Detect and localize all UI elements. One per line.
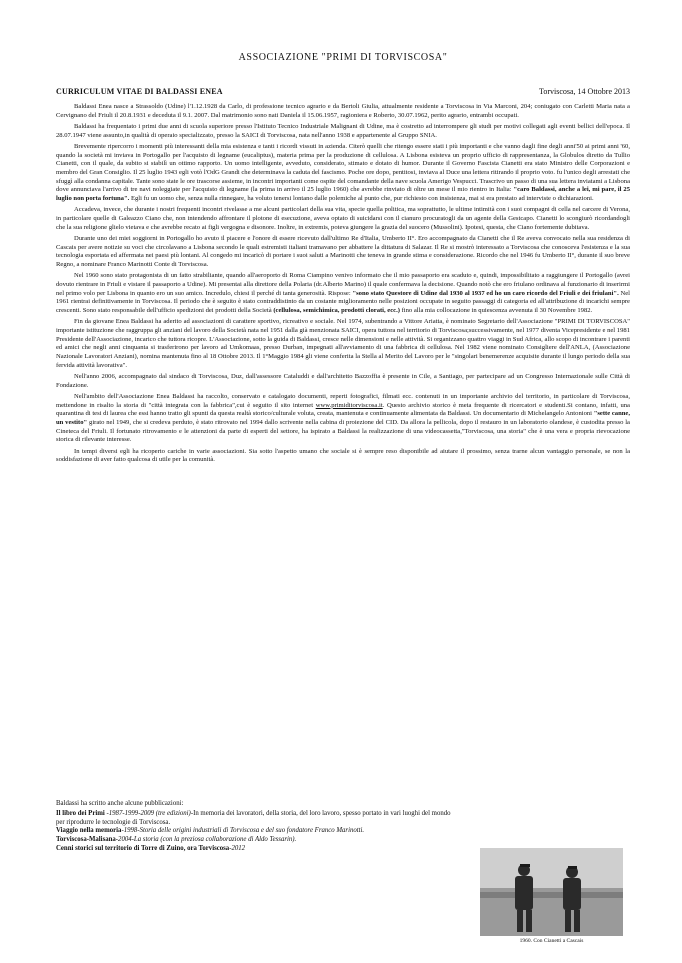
paragraph-closing: In tempi diversi egli ha ricoperto cariche in varie associazioni. Sia sotto l'aspetto umano che sociale si è sempre reso disponibile ad aiutare il prossimo, senza trarne alcun vantaggio personale, se non la soddisfazione di aver fatto qualcosa di utile per la comunità.	[56, 447, 630, 464]
place-date: Torviscosa, 14 Ottobre 2013	[539, 87, 630, 96]
publication-item	[56, 836, 456, 845]
association-title: ASSOCIAZIONE "PRIMI DI TORVISCOSA"	[238, 52, 448, 63]
publications-intro: Baldassi ha scritto anche alcune pubblicazioni:	[56, 800, 184, 807]
paragraph-retirement: fino alla mia collocazione in quiescenza avvenuta il 30 Novembre 1982.	[401, 306, 593, 314]
publication-title: Viaggio nella memoria	[56, 827, 122, 835]
publication-desc: Storia delle origini industriali di Torviscosa e del suo fondatore Franco Marinotti.	[139, 827, 365, 835]
header-row	[56, 87, 630, 96]
paragraph-portugal-text: Brevemente ripercorro i momenti più interessanti della mia esistenza e tanti i ricordi vissuti in azienda. Citerò quelli che ritengo essere stati i più importanti e che vanno dagli fine degli anni'50 ai primi anni '60, quando la società mi inviava in Portogallo per l'acquisto di legname (eucaliptus), materia prima per la produzione di cellulosa. A Lisbona esisteva un proprio ufficio di rappresentanza, la Globulos diretto da Tullio Cianetti, con il quale, da subito si stabilì un ottimo rapporto. Un uomo intelligente, avveduto, considerato, stimato e dotato di humor. Durante il Governo Fascista Cianetti era stato Ministro delle Corporazioni e membro del Gran Consiglio. Il 25 luglio 1943 egli votò l'OdG Grandi che determinava la caduta del fascismo. Poche ore dopo, pentitosi, inviava al Duce una lettera ritirando il proprio voto. fu l'unico degli arrestati che sfuggì alla condanna capitale. Tante sono state le ore trascorse assieme, in incontri importanti come ospite del comandante della nave scuola Amerigo Vespucci. Trascrivo un passo di una sua lettera inviatami a Lisbona dove annunciava l'arrivo di tre navi noleggiate per l'acquisto di legname (la prima in arrivo il 25 luglio 1960) che avrebbe rinviato di oltre un mese il mio rientro in Italia:	[56, 142, 630, 194]
paragraph-career: Nel 1961 rientrai definitivamente in Torviscosa. Il periodo che è seguito è stato contraddistinto da un costante miglioramento nelle posizioni occupate in seguito passaggi di categoria ed all'attribuzione di incarichi sempre crescenti. Sono stato responsabile dell'ufficio spedizioni dei prodotti della Società	[56, 289, 631, 314]
publication-years: -2012	[229, 844, 246, 852]
publication-title: Il libro dei Primi	[56, 809, 105, 817]
cianetti-quote: "caro Baldassi, anche a lei, mi pare, il 25 luglio non porta fortuna".	[56, 186, 630, 203]
photo-caption: 1960. Con Cianetti a Cascais	[519, 938, 584, 944]
paragraph-archive-text: Nell'ambito dell'Associazione Enea Baldassi ha raccolto, conservato e catalogato documenti, reperti fotografici, filmati ecc. contenuti in un importante archivio del territorio, in particolare di Torviscosa, mettendone in risalto la storia di "città integrata con la fabbrica",cui è seguito il sito internet	[56, 392, 630, 409]
photo-image	[480, 848, 623, 936]
questore-quote: "sono stato Questore di Udine dal 1930 al 1937 ed ho un caro ricordo del Friuli e dei friulani".	[352, 289, 619, 297]
cv-body	[56, 103, 630, 465]
photo-illustration	[480, 848, 623, 936]
film-title: "sette canne, un vestito"	[56, 410, 630, 426]
paragraph-studies: Baldassi ha frequentato i primi due anni di scuola superiore presso l'Istituto Tecnico Industriale Malignani di Udine, ma è costretto ad interrompere gli studi per motivi collegati agli eventi bellici dell'epoca. Il 28.07.1947 viene assunto,in qualità di operaio specializzato, presso la SAICI di Torviscosa, nata nell'anno 1938 e appartenente al Gruppo SNIA.	[56, 122, 630, 139]
publication-years: -1998-	[121, 827, 140, 835]
cv-title: CURRICULUM VITAE DI BALDASSI ENEA	[56, 87, 223, 96]
publication-item	[56, 827, 456, 836]
paragraph-archive-cont: . Questo archivio storico è meta frequente di ricercatori e studenti.Si contano, infatti, una quarantina di tesi di laurea che essi hanno tratto gli spunti da questa realtà storico/culturale voluta, creata, mantenuta e continuamente alimentata da Baldassi. Un documentario di Michelangelo Antonioni	[56, 401, 630, 418]
paragraph-portugal	[56, 143, 630, 204]
paragraph-passport	[56, 272, 630, 316]
paragraph-ciano: Accadeva, invece, che durante i nostri frequenti incontri rivelasse a me alcuni particolari della sua vita, specie quella politica, ma soprattutto, le ultime intimità con i suoi compagni di cella nel carcere di Verona, in particolare quelle di Galeazzo Ciano che, non intendendo affrontare il plotone di esecuzione, aveva optato di suicidarsi con il cianuro procuratogli da un agente della Gestcapo. Cianetti lo scongiurò ricordandogli che la sua religione glielo vietava e che avrebbe recato ai figli vergogna e disonore. Inoltre, in extremis, poteva giungere la grazia del suocero (Mussolini). Ipotesi, questa, che Ciano fortemente dubitava.	[56, 206, 630, 231]
publication-title: Torviscosa-Malisana	[56, 836, 116, 844]
publication-years: -2004-	[115, 836, 134, 844]
paragraph-archive-end: girato nel 1949, che si credeva perduto, è stato ritrovato nel 1994 dallo scrivente nella cabina di proiezione del CID. Da allora la pellicola, dopo il restauro in un laboratorio olandese, è custodita presso la Cineteca del Friuli. Il fortunato ritrovamento e le attenzioni da parte di esperti del settore, ha ispirato a Baldassi la realizzazione di una videocassetta,"Torviscosa, una storia" che è una vera e propria rievocazione storica di rilevante interesse.	[56, 418, 630, 444]
historical-photo	[480, 848, 623, 946]
paragraph-chile: Nell'anno 2006, accompagnato dal sindaco di Torviscosa, Duz, dall'assessore Cataluddi e dall'architetto Bazzoffia è presente in Cile, a Santiago, per partecipare ad un Congresso Internazionale sulle Città di Fondazione.	[56, 372, 630, 389]
products-list: (cellulosa, semichimica, prodotti clorati, ecc.)	[273, 306, 400, 314]
paragraph-association: Fin da giovane Enea Baldassi ha aderito ad associazioni di carattere sportivo, ricreativo e sociale. Nel 1974, subentrando a Vittore Ariatta, è nominato Segretario dell'Associazione "PRIMI DI TORVISCOSA" importante istituzione che raggruppa gli anziani del lavoro della Società nata nel 1951 dalla già menzionata SAICI, opera tuttora nel territorio di Torviscosa;successivamente, nel 1977 diventa Vicepresidente e nel 1981 Presidente dell'Associazione, incarico che tuttora ricopre. L'Associazione, sotto la guida di Baldassi, cresce nelle dimensioni e nelle attività. Si organizzano quattro viaggi in Sud Africa, allo scopo di incontrare i parenti ed amici che negli anni cinquanta si trasferirono per lavoro ad Umkomaas, presso Durban, impegnati all'avviamento di una fabbrica di cellulosa. Nel 1982 viene nominato Consigliere dell'ANLA, (Associazione Nazionale Lavoratori Anziani), nomina mantenuta fino al 18 Ottobre 2013. Il 1°Maggio 1984 gli viene conferita la Stella al Merito del Lavoro per le "singolari benemerenze acquisite durante il lungo periodo della sua fervida attività lavorativa".	[56, 318, 630, 369]
publication-desc: -In memoria dei lavoratori, della storia, del loro lavoro, spesso portato in vari luoghi del mondo per riprodurre le tecnologie di Torviscosa.	[56, 809, 451, 826]
paragraph-archive	[56, 393, 630, 445]
reply-lead: Rispose:	[327, 289, 351, 297]
paragraph-portugal-end: Egli fu un uomo che, senza nulla rinnegare, ha voluto tenersi lontano dalle polemiche al punto che, pur richiesto con insistenza, mai si era prestato ad interviste o dichiarazioni.	[130, 195, 594, 203]
paragraph-birth: Baldassi Enea nasce a Strassoldo (Udine) l'1.12.1928 da Carlo, di professione tecnico agrario e da Bertoli Giulia, attualmente residente a Torviscosa in Via Marconi, 204; coniugato con Carletti Maria nata a Cervignano del Friuli il 20.8.1931 e deceduta il 9.1. 2007. Dal matrimonio sono nati Daniela il 15.06.1957, ragioniera e Roberto, 30.07.1962, perito agrario, entrambi occupati.	[56, 103, 630, 119]
publications-section	[56, 800, 456, 854]
paragraph-king: Durante uno dei miei soggiorni in Portogallo ho avuto il piacere e l'onore di essere ricevuto dall'ultimo Re d'Italia, Umberto II°. Ero accompagnato da Cianetti che il Re aveva convocato nella sua residenza di Cascais per avere notizie su voci che circolavano a Lisbona secondo le quali estremisti italiani tramavano per abbattere la dittatura di Salazar. Il Re si mostrò interessato a Torviscosa che conosceva l'esistenza e la sua tecnologia esportata ed affermata nei paesi più lontani. Al congedo mi incaricò di portare i suoi saluti a Marinotti che teneva in grande stima e considerazione. Ricordo che nel 1946 fu Umberto II°, durante il suo breve Regno, a nominare Franco Marinotti Conte di Torviscosa.	[56, 234, 630, 268]
publication-item	[56, 810, 456, 828]
publication-desc: La storia (con la preziosa collaborazione di Aldo Tessarin).	[133, 836, 297, 844]
paragraph-passport-text: Nel 1960 sono stato protagonista di un fatto strabiliante, quando all'aeroporto di Roma Ciampino venivo informato che il mio passaporto era scaduto e, quindi, impossibilitato a raggiungere il Portogallo (avrei dovuto rientrare in Friuli e vistare il passaporto a Udine). Mi presentai alla direttore della Polaria (dr.Alberto Marino) il quale confermava la decisione. Quando notò che ero friulano ordinava al funzionario di inserirmi nel primo volo per Lisbona in quanto ero un suo amico. Incredulo, chiesi il perché di tanta generosità.	[56, 272, 630, 297]
publication-item	[56, 845, 456, 854]
website-link[interactable]: www.primiditorviscosa.it	[315, 401, 383, 409]
publication-title: Cenni storici sul territorio di Torre di Zuino, ora Torviscosa	[56, 844, 230, 852]
publication-years: -1987-1999-2009 (tre edizioni)	[104, 809, 191, 817]
